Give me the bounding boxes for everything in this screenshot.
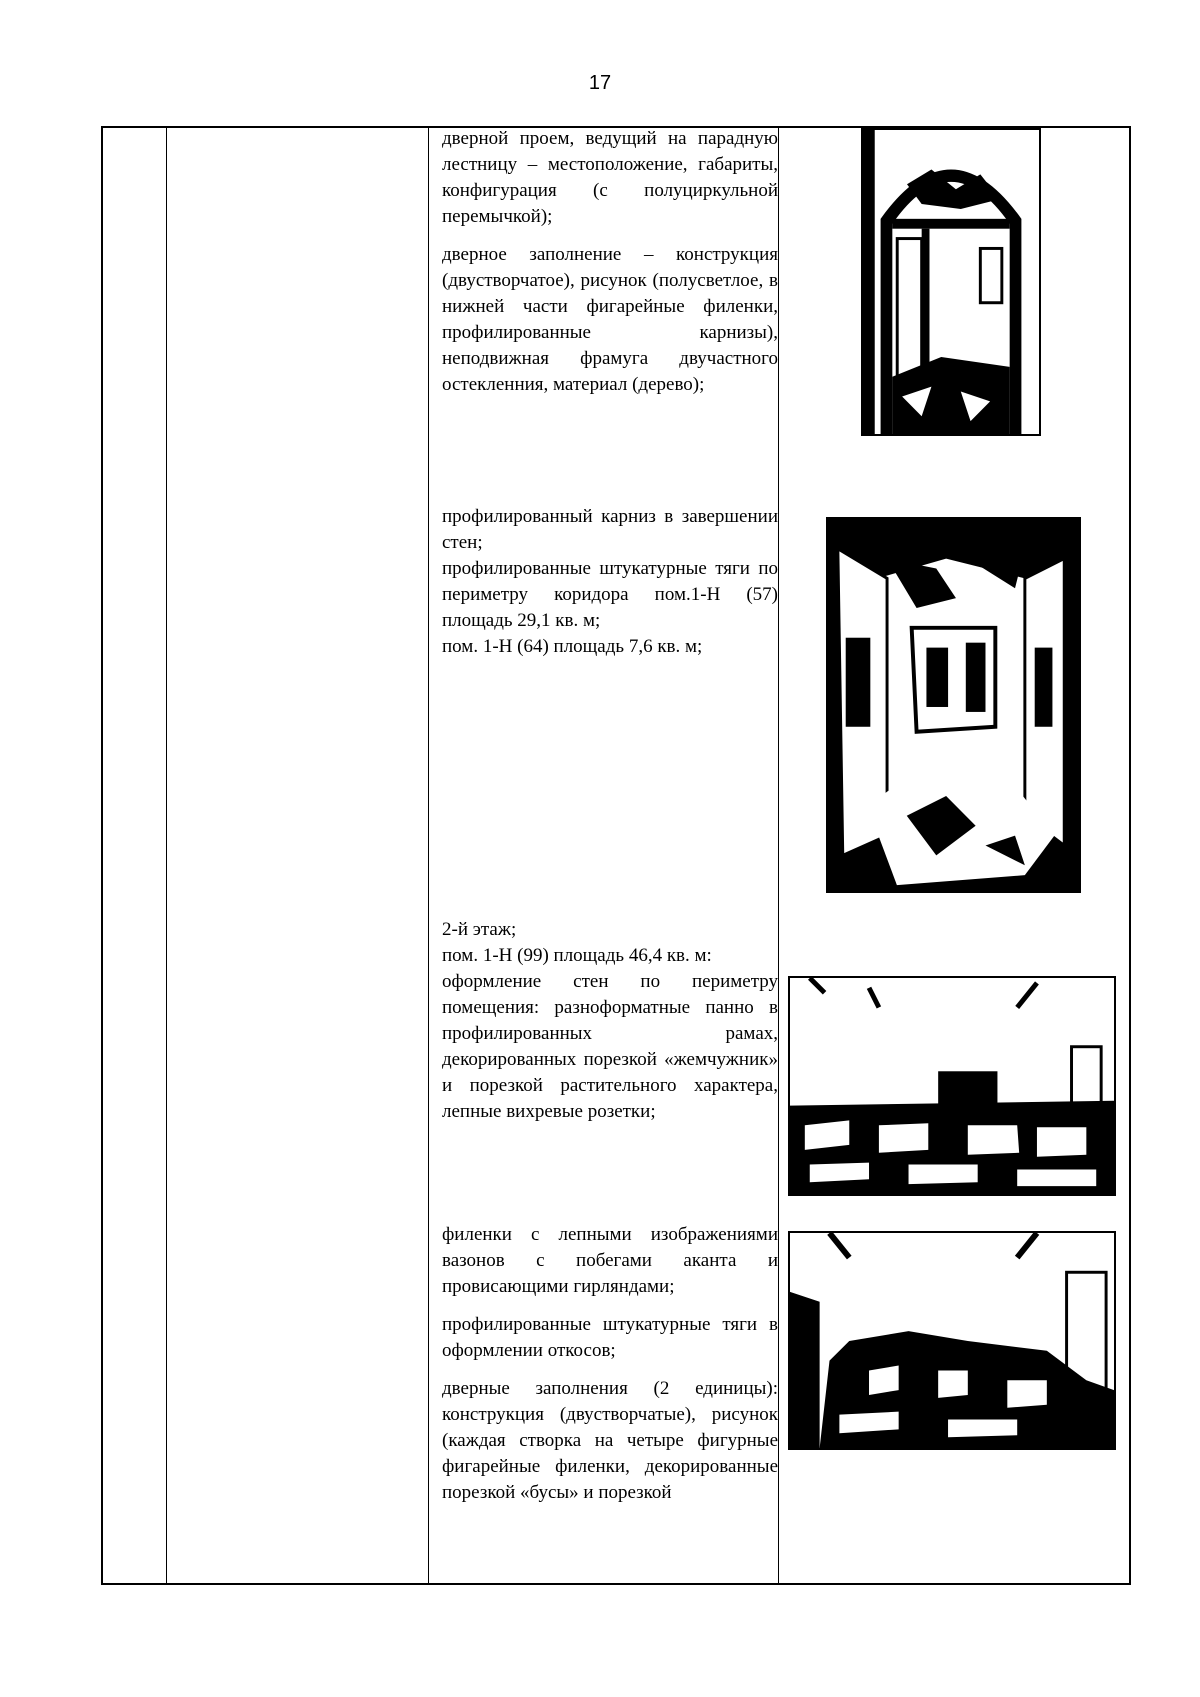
paragraph: филенки с лепными изображениями вазонов с побегами аканта и провисающими гирляндами; — [442, 1224, 778, 1297]
paragraph: дверной проем, ведущий на парадную лестницу – местоположение, габариты, конфигурация (с полуциркульной перемычкой); — [442, 128, 778, 227]
paragraph: профилированные штукатурные тяги в оформлении откосов; — [442, 1314, 778, 1361]
paragraph: дверное заполнение – конструкция (двустворчатое), рисунок (полусветлое, в нижней части фигарейные филенки, профилированные карнизы), неподвижная фрамуга двучастного остекленния, материал (дерево); — [442, 244, 778, 395]
photo-arched-doorway — [861, 128, 1041, 436]
paragraph: профилированные штукатурные тяги по периметру коридора пом.1-Н (57) площадь 29,1 кв. м; — [442, 558, 778, 631]
column-divider-3 — [778, 128, 779, 1583]
photo-corridor — [826, 517, 1081, 893]
text-block-second-floor — [442, 917, 778, 1125]
corridor-illustration — [828, 519, 1079, 891]
paragraph: оформление стен по периметру помещения: разноформатные панно в профилированных рамах, декорированных порезкой «жемчужник» и порезкой растительного характера, лепные вихревые розетки; — [442, 971, 778, 1122]
arched-doorway-illustration — [863, 130, 1039, 434]
paragraph: дверные заполнения (2 единицы): конструкция (двустворчатые), рисунок (каждая створка на четыре фигурные фигарейные филенки, декорированные порезкой «бусы» и порезкой — [442, 1378, 778, 1503]
photo-room-detail — [788, 1231, 1116, 1450]
paragraph: пом. 1-Н (64) площадь 7,6 кв. м; — [442, 636, 703, 657]
photo-room-second-floor — [788, 976, 1116, 1196]
description-column — [442, 128, 778, 1583]
page-number: 17 — [588, 72, 612, 94]
column-divider-1 — [166, 128, 167, 1583]
paragraph: профилированный карниз в завершении стен; — [442, 506, 778, 553]
paragraph: 2-й этаж; — [442, 919, 517, 940]
room-illustration — [790, 978, 1114, 1194]
column-divider-2 — [428, 128, 429, 1583]
text-block-cornice — [442, 504, 778, 660]
text-block-panels — [442, 1222, 778, 1506]
paragraph: пом. 1-Н (99) площадь 46,4 кв. м: — [442, 945, 712, 966]
room-detail-illustration — [790, 1233, 1114, 1448]
text-block-doorway — [442, 126, 778, 398]
